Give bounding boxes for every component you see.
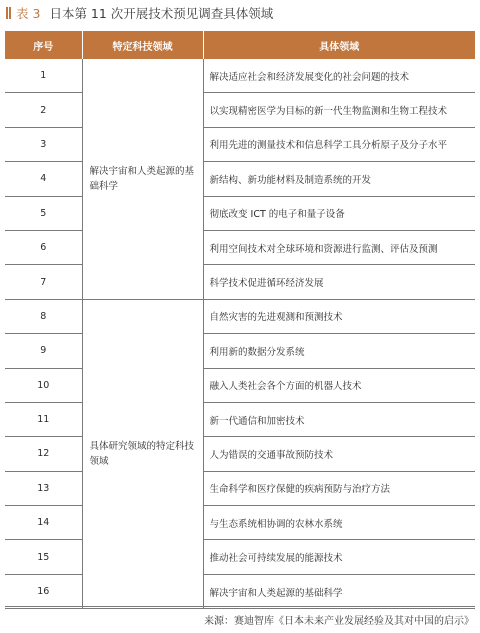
row-number: 14 xyxy=(5,506,82,540)
table-row xyxy=(5,299,475,333)
caption-marker-bar xyxy=(6,7,8,19)
row-area: 解决适应社会和经济发展变化的社会问题的技术 xyxy=(203,59,475,93)
row-area: 人为错误的交通事故预防技术 xyxy=(203,437,475,471)
row-area: 与生态系统相协调的农林水系统 xyxy=(203,506,475,540)
table-row xyxy=(5,127,475,161)
field-cell: 解决宇宙和人类起源的基础科学 xyxy=(82,59,203,299)
row-number: 9 xyxy=(5,334,82,368)
table-caption xyxy=(6,3,273,23)
row-area: 利用新的数据分发系统 xyxy=(203,334,475,368)
table-row xyxy=(5,402,475,436)
row-number: 7 xyxy=(5,265,82,299)
row-number: 16 xyxy=(5,574,82,608)
table-number: 表 3 xyxy=(16,6,41,21)
table-row xyxy=(5,93,475,127)
row-area: 新结构、新功能材料及制造系统的开发 xyxy=(203,162,475,196)
row-area: 以实现精密医学为目标的新一代生物监测和生物工程技术 xyxy=(203,93,475,127)
table-row xyxy=(5,506,475,540)
row-area: 生命科学和医疗保健的疾病预防与治疗方法 xyxy=(203,471,475,505)
tech-foresight-table xyxy=(5,31,475,609)
row-area: 新一代通信和加密技术 xyxy=(203,402,475,436)
table-row xyxy=(5,196,475,230)
table-row xyxy=(5,265,475,299)
table-row xyxy=(5,437,475,471)
source-note: 来源：赛迪智库《日本未来产业发展经验及其对中国的启示》 xyxy=(204,616,474,627)
table-row xyxy=(5,59,475,93)
row-number: 2 xyxy=(5,93,82,127)
row-number: 5 xyxy=(5,196,82,230)
table-row xyxy=(5,471,475,505)
row-area: 自然灾害的先进观测和预测技术 xyxy=(203,299,475,333)
table-row xyxy=(5,334,475,368)
row-area: 解决宇宙和人类起源的基础科学 xyxy=(203,574,475,608)
table-header-row xyxy=(5,31,475,59)
row-area: 利用先进的测量技术和信息科学工具分析原子及分子水平 xyxy=(203,127,475,161)
field-cell: 具体研究领域的特定科技领域 xyxy=(82,299,203,609)
row-number: 10 xyxy=(5,368,82,402)
header-field: 特定科技领域 xyxy=(82,31,203,59)
table-row xyxy=(5,368,475,402)
table-row xyxy=(5,540,475,574)
header-specific-area: 具体领域 xyxy=(203,31,475,59)
row-number: 3 xyxy=(5,127,82,161)
row-number: 1 xyxy=(5,59,82,93)
header-number: 序号 xyxy=(5,31,82,59)
row-area: 彻底改变 ICT 的电子和量子设备 xyxy=(203,196,475,230)
table-row xyxy=(5,162,475,196)
row-number: 8 xyxy=(5,299,82,333)
row-number: 15 xyxy=(5,540,82,574)
row-number: 12 xyxy=(5,437,82,471)
table-bottom-rule xyxy=(5,606,475,607)
row-area: 推动社会可持续发展的能源技术 xyxy=(203,540,475,574)
row-number: 4 xyxy=(5,162,82,196)
row-area: 融入人类社会各个方面的机器人技术 xyxy=(203,368,475,402)
row-number: 11 xyxy=(5,402,82,436)
table-row xyxy=(5,574,475,608)
table-title: 日本第 11 次开展技术预见调查具体领域 xyxy=(49,6,274,21)
row-number: 13 xyxy=(5,471,82,505)
caption-marker-bar xyxy=(9,7,11,19)
row-area: 科学技术促进循环经济发展 xyxy=(203,265,475,299)
row-area: 利用空间技术对全球环境和资源进行监测、评估及预测 xyxy=(203,230,475,264)
row-number: 6 xyxy=(5,230,82,264)
table-row xyxy=(5,230,475,264)
